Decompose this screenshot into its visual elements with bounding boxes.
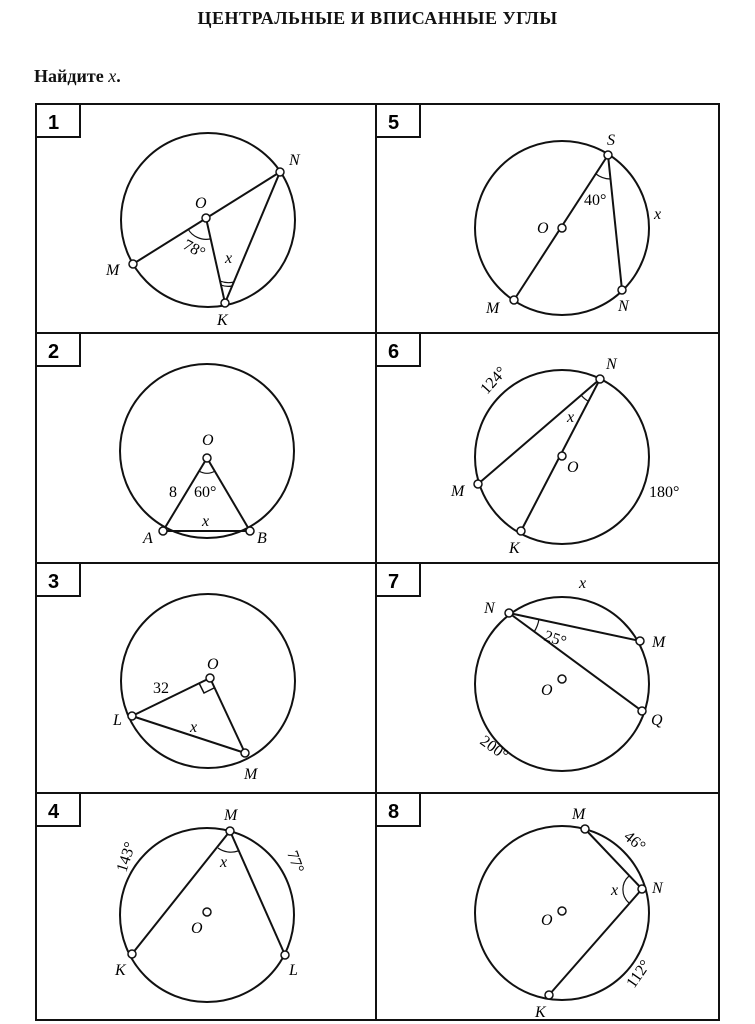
value-x: x bbox=[190, 719, 198, 736]
value-200: 200° bbox=[476, 732, 512, 765]
problem-number: 3 bbox=[48, 571, 60, 593]
point-n bbox=[618, 286, 626, 294]
point-n bbox=[596, 375, 604, 383]
label-m: M bbox=[106, 262, 120, 279]
point-m bbox=[581, 825, 589, 833]
angle-mark-x-1 bbox=[221, 285, 232, 286]
label-m: M bbox=[572, 806, 586, 823]
problem-4 bbox=[36, 793, 307, 1002]
angle-mark-25 bbox=[534, 619, 539, 632]
problem-number: 5 bbox=[388, 112, 400, 134]
label-k: K bbox=[509, 540, 520, 557]
label-m: M bbox=[224, 807, 238, 824]
label-k: K bbox=[115, 962, 126, 979]
value-x: x bbox=[579, 575, 587, 592]
angle-mark-x bbox=[623, 876, 629, 903]
label-o: O bbox=[541, 912, 553, 929]
label-q: Q bbox=[651, 712, 663, 729]
chord-mk bbox=[132, 831, 230, 954]
point-m bbox=[636, 637, 644, 645]
point-k bbox=[545, 991, 553, 999]
point-q bbox=[638, 707, 646, 715]
label-m: M bbox=[244, 766, 258, 783]
label-l: L bbox=[113, 712, 122, 729]
circle bbox=[120, 364, 294, 538]
point-b bbox=[246, 527, 254, 535]
instruction-variable: x bbox=[108, 66, 117, 86]
label-s: S bbox=[607, 132, 615, 149]
value-x: x bbox=[654, 206, 662, 223]
value-x: x bbox=[220, 854, 228, 871]
value-77: 77° bbox=[283, 848, 307, 876]
label-n: N bbox=[606, 356, 617, 373]
label-o: O bbox=[202, 432, 214, 449]
point-o bbox=[558, 675, 566, 683]
right-angle-mark bbox=[199, 683, 214, 693]
point-m bbox=[226, 827, 234, 835]
point-m bbox=[129, 260, 137, 268]
point-n bbox=[505, 609, 513, 617]
value-40: 40° bbox=[584, 192, 607, 209]
point-o bbox=[558, 907, 566, 915]
point-l bbox=[281, 951, 289, 959]
point-o bbox=[203, 908, 211, 916]
problem-number: 1 bbox=[48, 112, 60, 134]
problem-5 bbox=[376, 104, 661, 317]
label-k: K bbox=[535, 1004, 546, 1021]
value-180: 180° bbox=[649, 484, 680, 501]
point-n bbox=[638, 885, 646, 893]
chord-nk bbox=[225, 172, 280, 303]
value-46: 46° bbox=[620, 828, 649, 856]
chord-sn bbox=[608, 155, 622, 290]
chord-nm bbox=[478, 379, 600, 484]
point-s bbox=[604, 151, 612, 159]
value-x: x bbox=[567, 409, 575, 426]
point-m bbox=[474, 480, 482, 488]
value-124: 124° bbox=[477, 363, 511, 398]
value-25: 25° bbox=[541, 627, 569, 651]
angle-mark-60 bbox=[199, 471, 215, 473]
value-8: 8 bbox=[169, 484, 177, 501]
point-o bbox=[558, 224, 566, 232]
label-o: O bbox=[195, 195, 207, 212]
label-o: O bbox=[191, 920, 203, 937]
page-title: ЦЕНТРАЛЬНЫЕ И ВПИСАННЫЕ УГЛЫ bbox=[197, 8, 558, 28]
label-o: O bbox=[541, 682, 553, 699]
point-o bbox=[558, 452, 566, 460]
value-x: x bbox=[202, 513, 210, 530]
point-o bbox=[203, 454, 211, 462]
angle-mark-x bbox=[581, 395, 588, 401]
label-a: A bbox=[143, 530, 153, 547]
problem-number: 6 bbox=[388, 341, 400, 363]
label-k: K bbox=[217, 312, 228, 329]
value-x: x bbox=[611, 882, 619, 899]
value-x: x bbox=[225, 250, 233, 267]
point-a bbox=[159, 527, 167, 535]
problem-1 bbox=[36, 104, 301, 329]
label-m: M bbox=[486, 300, 500, 317]
value-112: 112° bbox=[623, 957, 655, 992]
label-n: N bbox=[484, 600, 495, 617]
point-k bbox=[221, 299, 229, 307]
point-k bbox=[128, 950, 136, 958]
chord-lm bbox=[132, 716, 245, 753]
chord-ml bbox=[230, 831, 285, 955]
point-k bbox=[517, 527, 525, 535]
value-78: 78° bbox=[180, 236, 208, 263]
radius-ol bbox=[132, 678, 210, 716]
problems-grid bbox=[35, 103, 720, 1021]
value-143: 143° bbox=[113, 840, 140, 875]
value-60: 60° bbox=[194, 484, 217, 501]
instruction bbox=[34, 66, 121, 87]
problem-number: 8 bbox=[388, 801, 400, 823]
label-n: N bbox=[618, 298, 629, 315]
point-o bbox=[202, 214, 210, 222]
problem-3 bbox=[36, 563, 295, 783]
point-o bbox=[206, 674, 214, 682]
problem-2 bbox=[36, 333, 294, 547]
label-b: B bbox=[257, 530, 267, 547]
problem-number: 4 bbox=[48, 801, 60, 823]
radius-om bbox=[210, 678, 245, 753]
problem-8 bbox=[376, 793, 664, 1021]
instruction-period: . bbox=[116, 66, 121, 86]
value-32: 32 bbox=[153, 680, 169, 697]
problem-number: 2 bbox=[48, 341, 60, 363]
angle-mark-40 bbox=[596, 174, 610, 179]
angle-mark-x bbox=[218, 848, 238, 852]
label-m: M bbox=[652, 634, 666, 651]
instruction-text: Найдите bbox=[34, 66, 104, 86]
label-l: L bbox=[289, 962, 298, 979]
point-m bbox=[241, 749, 249, 757]
segment-ok bbox=[206, 218, 225, 303]
label-n: N bbox=[289, 152, 300, 169]
label-n: N bbox=[652, 880, 663, 897]
problem-6 bbox=[376, 333, 679, 557]
label-o: O bbox=[537, 220, 549, 237]
label-m: M bbox=[451, 483, 465, 500]
label-o: O bbox=[207, 656, 219, 673]
point-m bbox=[510, 296, 518, 304]
angle-mark-x-2 bbox=[220, 281, 234, 283]
problem-number: 7 bbox=[388, 571, 400, 593]
label-o: O bbox=[567, 459, 579, 476]
point-l bbox=[128, 712, 136, 720]
point-n bbox=[276, 168, 284, 176]
problem-7 bbox=[376, 563, 667, 771]
